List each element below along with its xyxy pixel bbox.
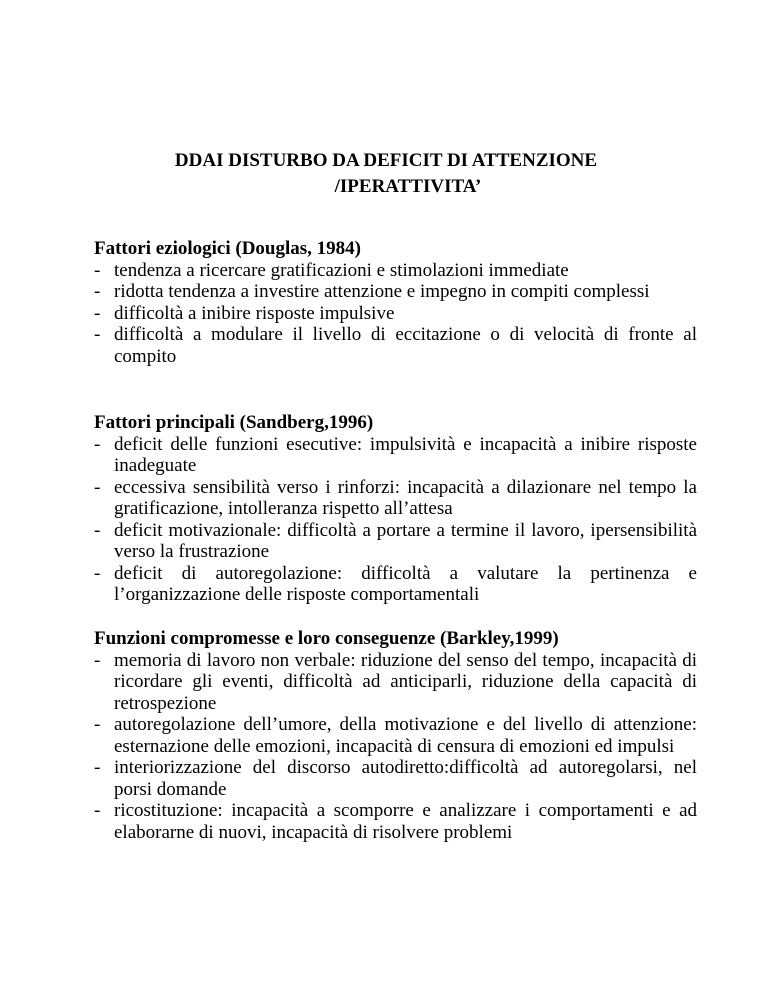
list-item-text: deficit delle funzioni esecutive: impulsività e incapacità a inibire risposte inadeguate [114,433,697,476]
list-item [94,303,697,325]
title-line-2: /IPERATTIVITA’ [334,176,482,197]
section-heading: Fattori eziologici (Douglas, 1984) [94,238,362,259]
bullet-dash: - [94,649,101,671]
bullet-dash: - [94,757,101,778]
list-item [94,563,697,606]
bullet-dash: - [94,714,101,735]
bullet-dash: - [94,324,101,345]
section-heading: Fattori principali (Sandberg,1996) [94,412,374,433]
list-item [94,281,697,303]
title-line-1: DDAI DISTURBO DA DEFICIT DI ATTENZIONE [174,150,598,171]
list-item-text: autoregolazione dell’umore, della motivazione e del livello di attenzione: esternazione delle emozioni, incapacità di censura di emozioni ed impulsi [114,714,697,757]
list-item-text: ridotta tendenza a investire attenzione e impegno in compiti complessi [114,281,650,302]
bullet-dash: - [94,476,101,498]
bullet-dash: - [94,302,101,324]
list-item [94,260,697,282]
list-item-text: deficit motivazionale: difficoltà a portare a termine il lavoro, ipersensibilità verso la frustrazione [114,519,697,562]
list-item-text: difficoltà a modulare il livello di eccitazione o di velocità di fronte al compito [114,324,697,367]
list-item-text: eccessiva sensibilità verso i rinforzi: incapacità a dilazionare nel tempo la gratificazione, intolleranza rispetto all’attesa [114,476,697,519]
list-item-text: ricostituzione: incapacità a scomporre e analizzare i comportamenti e ad elaborarne di nuovi, incapacità di risolvere problemi [114,800,697,843]
bullet-dash: - [94,800,101,821]
list-item-text: difficoltà a inibire risposte impulsive [114,302,395,324]
bullet-dash: - [94,519,101,541]
bullet-dash: - [94,281,101,302]
list-item-text: interiorizzazione del discorso autodiretto:difficoltà ad autoregolarsi, nel porsi domande [114,757,697,800]
bullet-dash: - [94,562,101,584]
bullet-list [94,434,697,606]
section-fattori-principali [94,412,697,606]
list-item [94,714,697,757]
list-item [94,800,697,843]
section-fattori-eziologici [94,238,697,367]
bullet-list [94,260,697,368]
section-funzioni-compromesse [94,628,697,843]
list-item-text: memoria di lavoro non verbale: riduzione del senso del tempo, incapacità di ricordare gli eventi, difficoltà ad anticiparli, riduzione della capacità di retrospezione [114,649,697,714]
list-item [94,650,697,715]
bullet-dash: - [94,433,101,455]
list-item [94,477,697,520]
list-item [94,520,697,563]
list-item [94,434,697,477]
list-item [94,324,697,367]
list-item-text: tendenza a ricercare gratificazioni e stimolazioni immediate [114,259,569,281]
list-item [94,757,697,800]
bullet-list [94,650,697,844]
section-heading: Funzioni compromesse e loro conseguenze (Barkley,1999) [94,628,559,649]
list-item-text: deficit di autoregolazione: difficoltà a valutare la pertinenza e l’organizzazione delle risposte comportamentali [114,562,697,605]
document-title [90,148,670,200]
bullet-dash: - [94,259,101,281]
